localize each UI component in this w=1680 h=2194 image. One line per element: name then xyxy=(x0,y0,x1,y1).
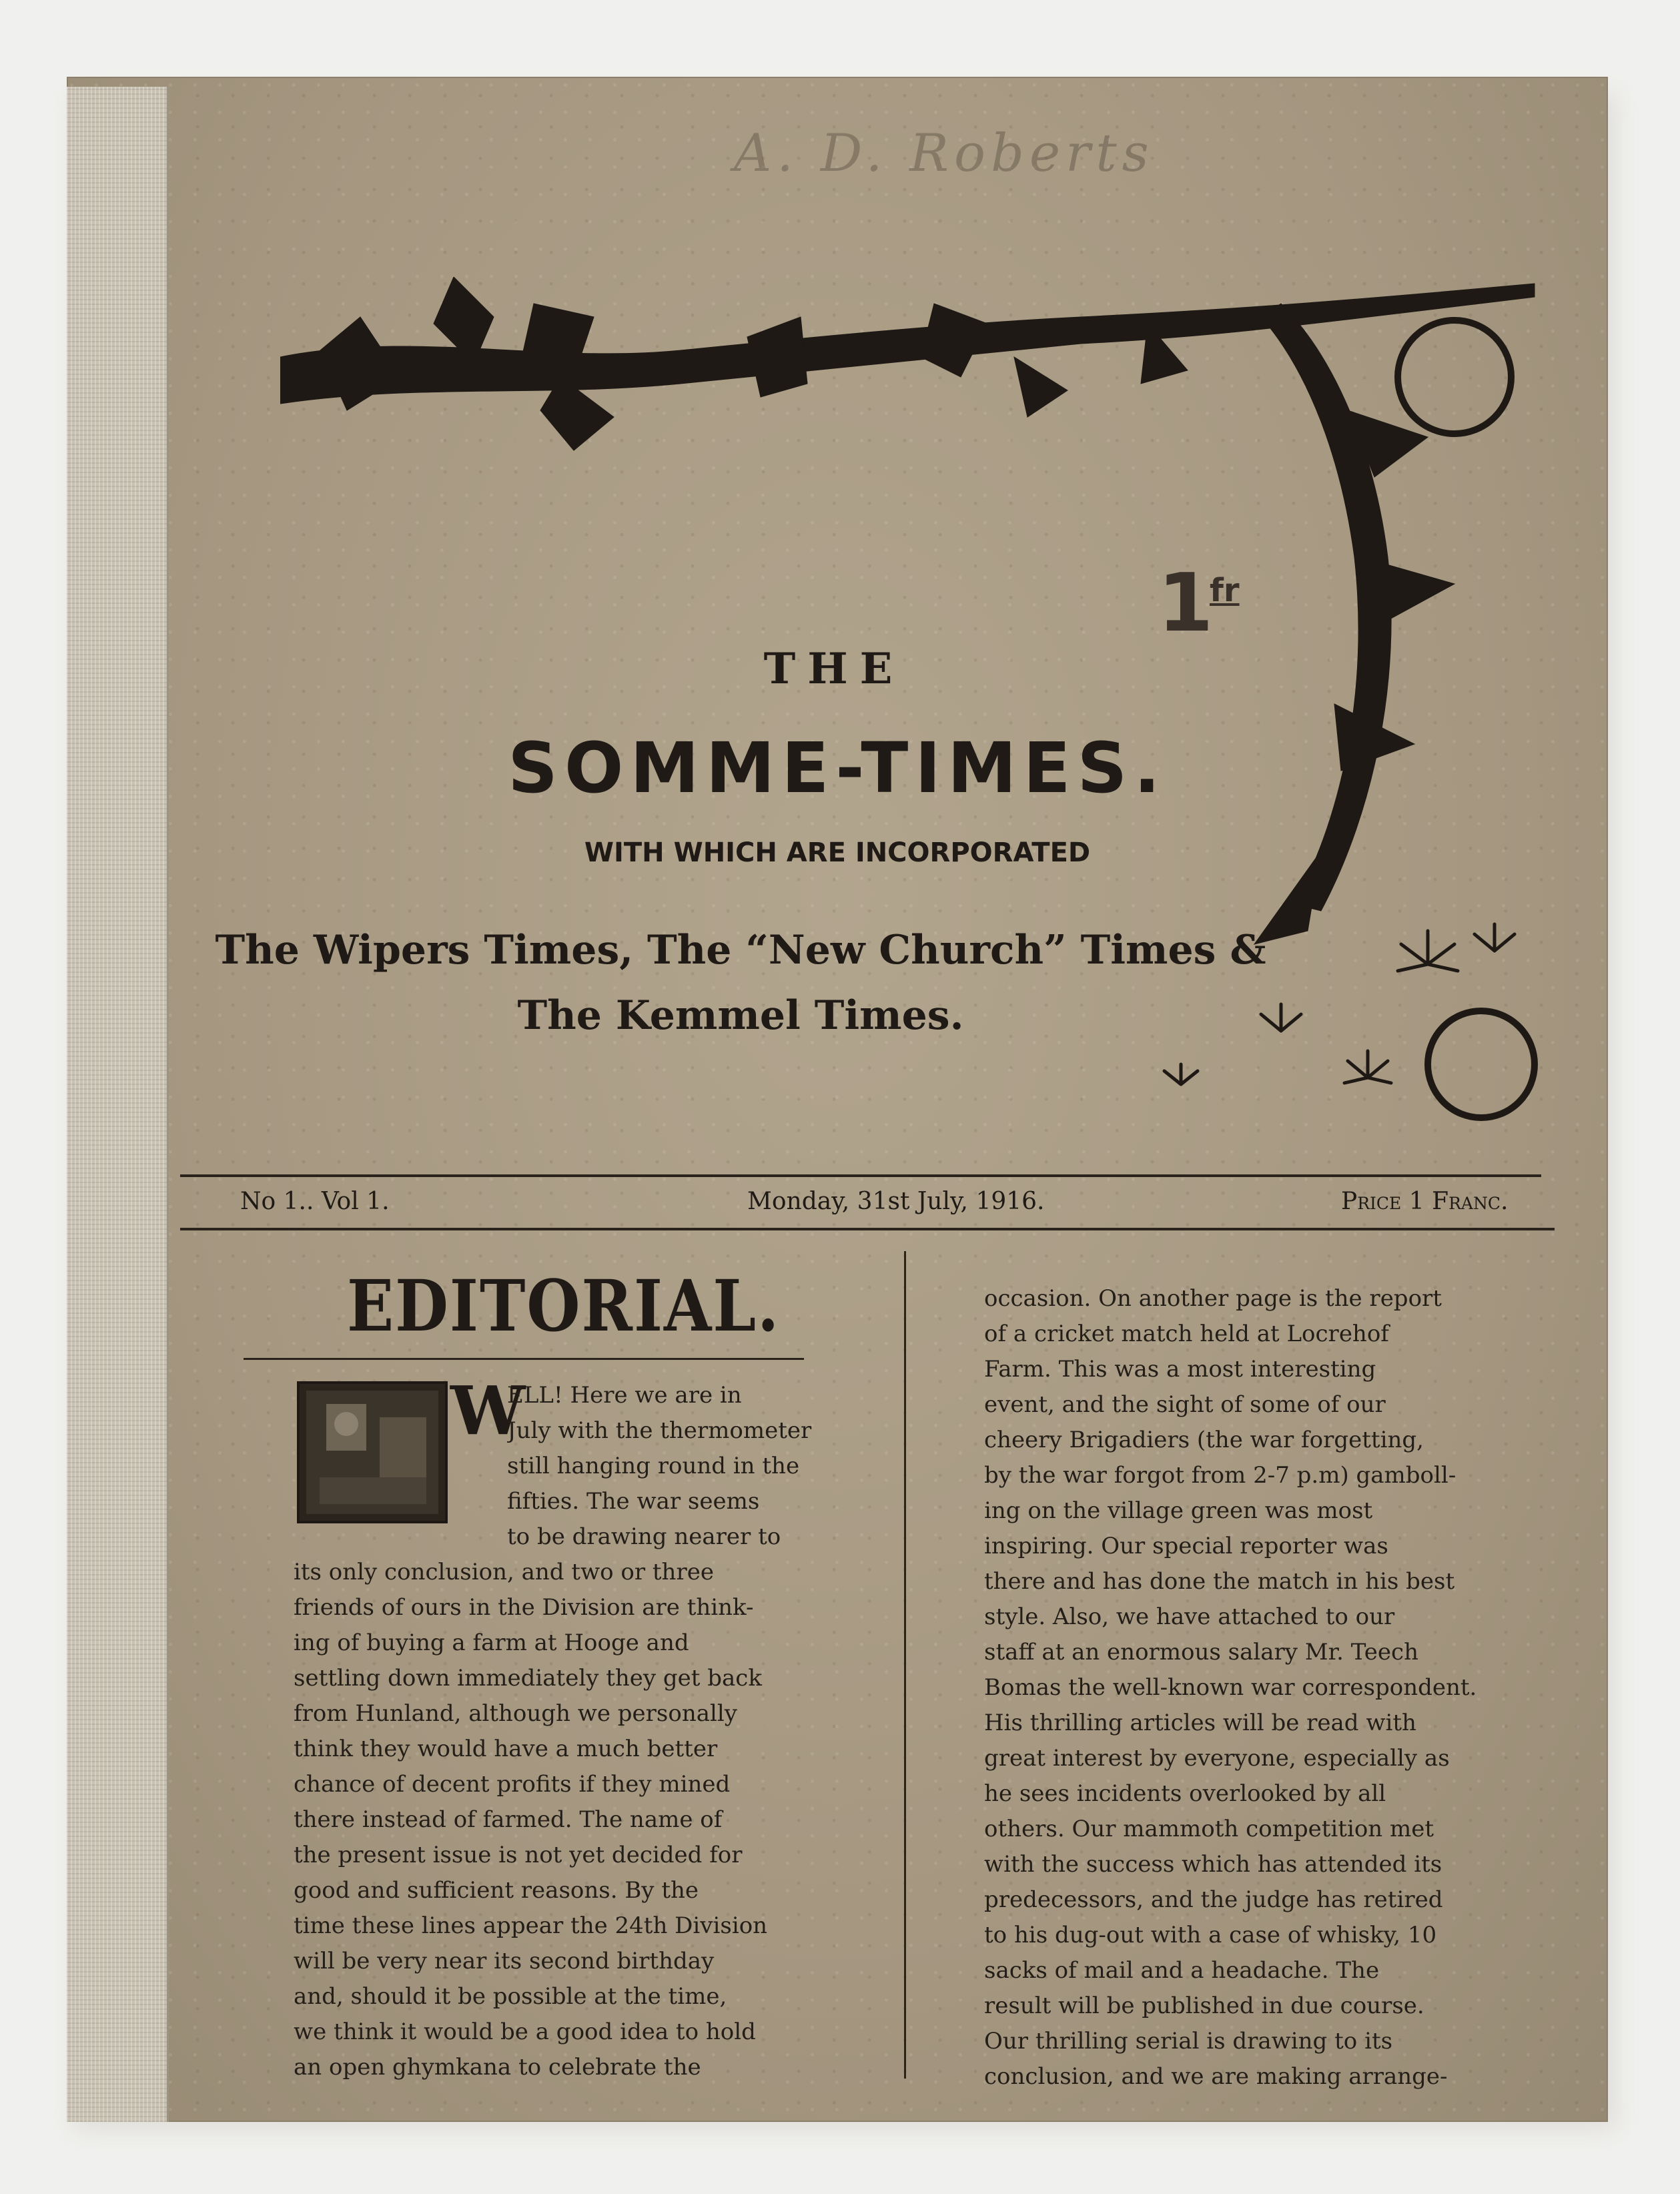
text-line: conclusion, and we are making arrange- xyxy=(984,2063,1448,2090)
text-line: Bomas the well-known war correspondent. xyxy=(984,1674,1477,1701)
editorial-heading: EDITORIAL. xyxy=(347,1264,781,1348)
text-line: others. Our mammoth competition met xyxy=(984,1816,1434,1842)
text-line: he sees incidents overlooked by all xyxy=(984,1780,1386,1807)
text-line: chance of decent profits if they mined xyxy=(294,1771,731,1798)
text-line: still hanging round in the xyxy=(507,1453,800,1479)
editorial-col1 xyxy=(294,1555,821,2085)
woodcut-illustration xyxy=(297,1381,448,1523)
text-line: ELL! Here we are in xyxy=(507,1382,742,1409)
editorial-col1-opening xyxy=(507,1378,821,1555)
text-line: will be very near its second birthday xyxy=(294,1948,715,1974)
text-line: fifties. The war seems xyxy=(507,1488,760,1515)
text-line: there instead of farmed. The name of xyxy=(294,1806,723,1833)
text-line: of a cricket match held at Locrehof xyxy=(984,1321,1389,1347)
title-article: THE xyxy=(763,644,905,694)
incorporated-titles xyxy=(180,918,1301,1048)
issue-price: Price 1 Franc. xyxy=(1341,1188,1509,1215)
text-line: its only conclusion, and two or three xyxy=(294,1559,714,1585)
text-line: great interest by everyone, especially as xyxy=(984,1745,1450,1772)
issue-date: Monday, 31st July, 1916. xyxy=(747,1188,1045,1215)
column-divider xyxy=(904,1251,906,2079)
text-line: and, should it be possible at the time, xyxy=(294,1983,727,2010)
text-line: ing of buying a farm at Hooge and xyxy=(294,1629,689,1656)
text-line: with the success which has attended its xyxy=(984,1851,1442,1878)
text-line: cheery Brigadiers (the war forgetting, xyxy=(984,1427,1424,1453)
text-line: the present issue is not yet decided for xyxy=(294,1842,743,1868)
text-line: settling down immediately they get back xyxy=(294,1665,762,1692)
text-line: by the war forgot from 2-7 p.m) gamboll- xyxy=(984,1462,1456,1489)
incorporated-line: WITH WHICH ARE INCORPORATED xyxy=(584,837,1091,868)
incorporated-titles-line-2: The Kemmel Times. xyxy=(517,992,964,1039)
text-line: we think it would be a good idea to hold xyxy=(294,2019,756,2045)
text-line: think they would have a much better xyxy=(294,1736,718,1762)
text-line: from Hunland, although we personally xyxy=(294,1700,737,1727)
text-line: style. Also, we have attached to our xyxy=(984,1603,1395,1630)
editorial-col2 xyxy=(984,1281,1518,2095)
price-stamp-number: 1 xyxy=(1158,557,1214,650)
text-line: an open ghymkana to celebrate the xyxy=(294,2054,701,2081)
text-line: staff at an enormous salary Mr. Teech xyxy=(984,1639,1418,1666)
drop-cap: W xyxy=(450,1371,526,1450)
text-line: Farm. This was a most interesting xyxy=(984,1356,1376,1383)
text-line: good and sufficient reasons. By the xyxy=(294,1877,699,1904)
text-line: predecessors, and the judge has retired xyxy=(984,1886,1443,1913)
text-line: ing on the village green was most xyxy=(984,1497,1373,1524)
dateline-bottom-rule xyxy=(180,1228,1555,1230)
text-line: result will be published in due course. xyxy=(984,1992,1424,2019)
text-line: His thrilling articles will be read with xyxy=(984,1710,1416,1736)
text-line: there and has done the match in his best xyxy=(984,1568,1455,1595)
text-line: to his dug-out with a case of whisky, 10 xyxy=(984,1922,1437,1948)
dateline-top-rule xyxy=(180,1174,1541,1177)
text-line: inspiring. Our special reporter was xyxy=(984,1533,1388,1559)
price-stamp xyxy=(1158,557,1291,664)
text-line: friends of ours in the Division are think- xyxy=(294,1594,754,1621)
editorial-heading-rule xyxy=(244,1358,804,1360)
issue-number: No 1.. Vol 1. xyxy=(240,1188,390,1215)
text-line: occasion. On another page is the report xyxy=(984,1285,1442,1312)
text-line: event, and the sight of some of our xyxy=(984,1391,1386,1418)
text-line: Our thrilling serial is drawing to its xyxy=(984,2028,1393,2055)
text-line: time these lines appear the 24th Division xyxy=(294,1912,768,1939)
newspaper-cover xyxy=(67,77,1608,2122)
cloth-spine xyxy=(67,87,169,2122)
text-line: sacks of mail and a headache. The xyxy=(984,1957,1380,1984)
handwritten-name: A. D. Roberts xyxy=(734,123,1154,184)
text-line: July with the thermometer xyxy=(507,1417,812,1444)
text-line: to be drawing nearer to xyxy=(507,1523,781,1550)
dateline xyxy=(240,1188,1548,1228)
price-stamp-suffix: fr xyxy=(1210,572,1240,609)
incorporated-titles-line-1: The Wipers Times, The “New Church” Times & xyxy=(215,927,1266,974)
masthead-title: SOMME-TIMES. xyxy=(508,727,1167,809)
